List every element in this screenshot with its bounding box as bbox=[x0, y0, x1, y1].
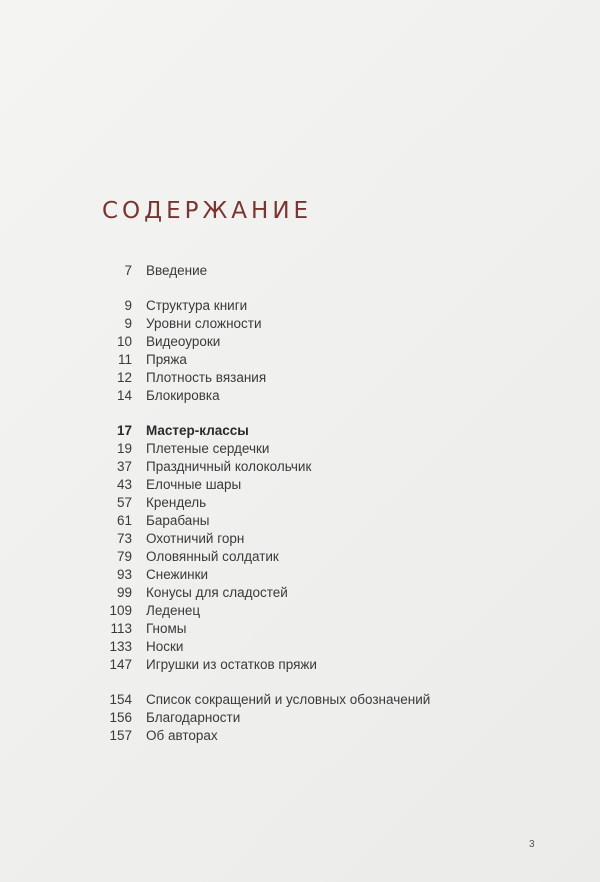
toc-page-number: 43 bbox=[116, 477, 132, 492]
toc-page-number: 93 bbox=[116, 567, 132, 582]
toc-entry-title: Плотность вязания bbox=[146, 370, 267, 385]
toc-entry-title: Носки bbox=[146, 639, 184, 654]
page-title: СОДЕРЖАНИЕ bbox=[102, 198, 313, 224]
toc-entry-title: Праздничный колокольчик bbox=[146, 459, 312, 474]
toc-page-number: 9 bbox=[124, 298, 132, 313]
toc-page-number: 12 bbox=[116, 370, 132, 385]
toc-page-number: 156 bbox=[109, 710, 132, 725]
toc-entry-title: Уровни сложности bbox=[146, 316, 262, 331]
toc-entry-title: Леденец bbox=[146, 603, 201, 618]
toc-entry-title: Мастер-классы bbox=[146, 423, 249, 438]
toc-entry-title: Пряжа bbox=[146, 352, 187, 367]
toc-page-number: 9 bbox=[124, 316, 132, 331]
toc-page-number: 157 bbox=[109, 728, 132, 743]
toc-entry-title: Список сокращений и условных обозначений bbox=[146, 692, 431, 707]
toc-page-number: 154 bbox=[109, 692, 132, 707]
toc-page-number: 147 bbox=[109, 657, 132, 672]
page-number: 3 bbox=[529, 839, 535, 850]
toc-entry-title: Структура книги bbox=[146, 298, 248, 313]
toc-page-number: 57 bbox=[116, 495, 132, 510]
toc-entry-title: Видеоуроки bbox=[146, 334, 221, 349]
toc-entry-title: Конусы для сладостей bbox=[146, 585, 288, 600]
toc-entry-title: Снежинки bbox=[146, 567, 209, 582]
toc-page-number: 11 bbox=[117, 352, 132, 367]
toc-page-number: 133 bbox=[109, 639, 132, 654]
toc-page-number: 73 bbox=[116, 531, 132, 546]
toc-entry-title: Благодарности bbox=[146, 710, 241, 725]
toc-page-number: 14 bbox=[116, 388, 132, 403]
toc-page-number: 79 bbox=[116, 549, 132, 564]
toc-entry-title: Крендель bbox=[146, 495, 207, 510]
toc-entry-title: Введение bbox=[146, 263, 208, 278]
toc-page-number: 17 bbox=[116, 423, 132, 438]
toc-entry-title: Оловянный солдатик bbox=[146, 549, 279, 564]
toc-page-number: 7 bbox=[124, 263, 132, 278]
toc-entry-title: Елочные шары bbox=[146, 477, 242, 492]
toc-page-number: 37 bbox=[116, 459, 132, 474]
toc-entry-title: Гномы bbox=[146, 621, 187, 636]
toc-entry-title: Блокировка bbox=[146, 388, 220, 403]
toc-entry-title: Охотничий горн bbox=[146, 531, 245, 546]
toc-page-number: 113 bbox=[110, 621, 132, 636]
toc-page-number: 10 bbox=[116, 334, 132, 349]
toc-page-number: 19 bbox=[116, 441, 132, 456]
toc-entry-title: Об авторах bbox=[146, 728, 218, 743]
toc-page-number: 99 bbox=[116, 585, 132, 600]
toc-page-number: 109 bbox=[109, 603, 132, 618]
toc-entry-title: Игрушки из остатков пряжи bbox=[146, 657, 317, 672]
toc-page-number: 61 bbox=[116, 513, 132, 528]
toc-entry-title: Плетеные сердечки bbox=[146, 441, 270, 456]
toc-entry-title: Барабаны bbox=[146, 513, 210, 528]
